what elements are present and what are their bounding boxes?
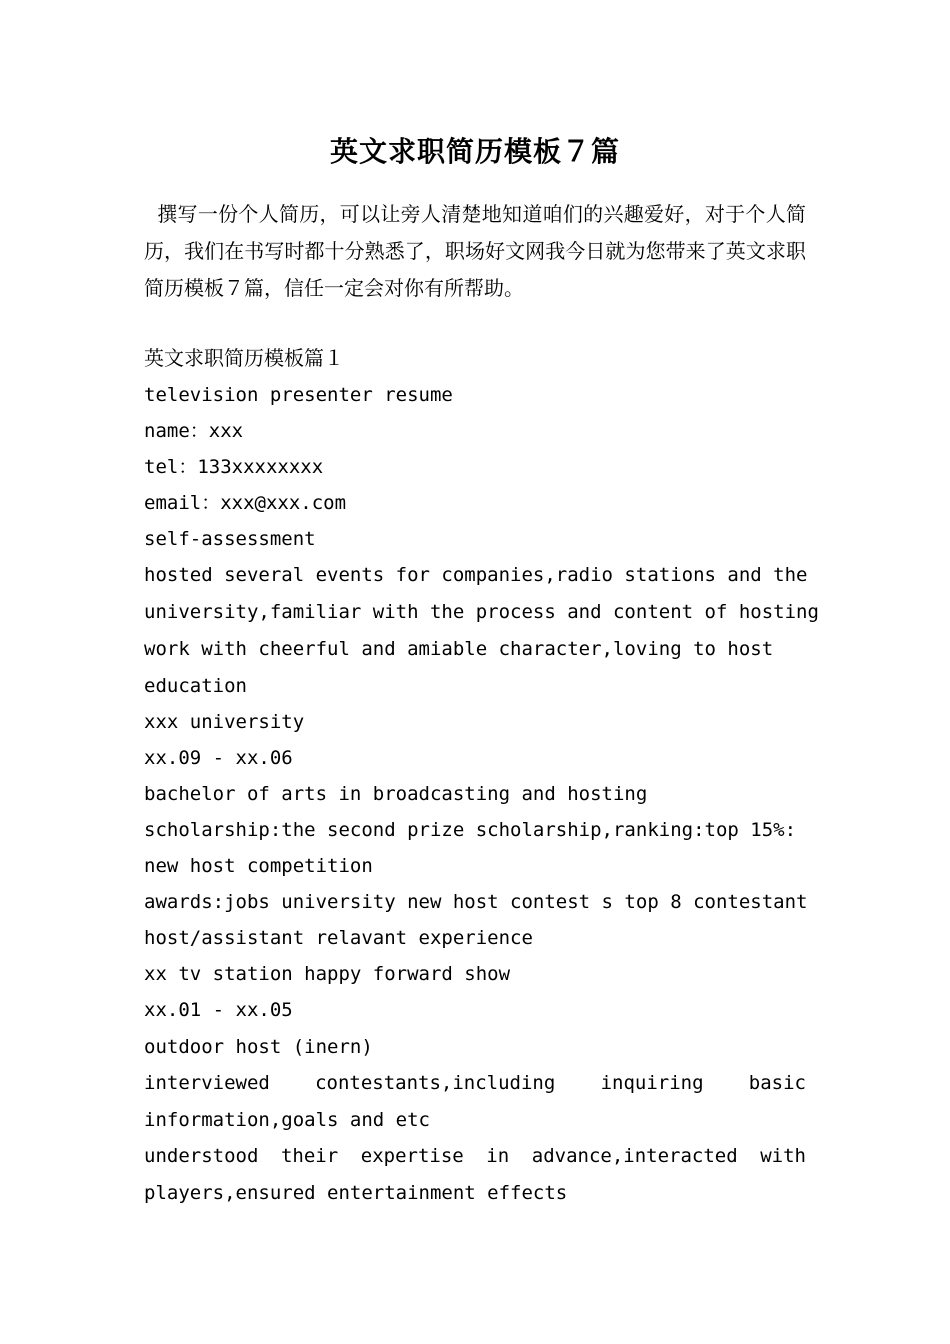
- word: contestants,including: [315, 1072, 556, 1094]
- word: with: [760, 1145, 806, 1167]
- resume-line: outdoor host (inern): [144, 1036, 373, 1058]
- resume-line: new host competition: [144, 855, 373, 877]
- resume-line: information,goals and etc: [144, 1109, 430, 1131]
- resume-line: name：xxx: [144, 420, 244, 442]
- resume-line: xx.01 - xx.05: [144, 999, 293, 1021]
- resume-line: players,ensured entertainment effects: [144, 1182, 568, 1204]
- word: advance,interacted: [531, 1145, 738, 1167]
- word: expertise: [360, 1145, 464, 1167]
- resume-line: scholarship:the second prize scholarship,ranking:top 15%:: [144, 819, 797, 841]
- justified-line-1: [144, 1065, 806, 1101]
- word: basic: [748, 1072, 806, 1094]
- word: their: [280, 1145, 339, 1167]
- word: in: [486, 1145, 510, 1167]
- resume-line: hosted several events for companies,radio stations and the: [144, 564, 808, 586]
- document-title: 英文求职简历模板７篇: [329, 135, 620, 168]
- resume-line: host/assistant relavant experience: [144, 927, 533, 949]
- resume-line: self-assessment: [144, 528, 316, 550]
- resume-line: awards:jobs university new host contest s top 8 contestant: [144, 891, 808, 913]
- resume-line: xx tv station happy forward show: [144, 963, 511, 985]
- resume-line: email：xxx@xxx.com: [144, 492, 347, 514]
- resume-line: work with cheerful and amiable character,loving to host: [144, 638, 774, 660]
- intro-paragraph: [144, 196, 806, 307]
- section-heading: 英文求职简历模板篇１: [144, 346, 344, 370]
- resume-line: xx.09 - xx.06: [144, 747, 293, 769]
- resume-line: university,familiar with the process and content of hosting: [144, 601, 819, 623]
- word: interviewed: [144, 1072, 270, 1094]
- resume-line: xxx university: [144, 711, 305, 733]
- word: understood: [144, 1145, 259, 1167]
- resume-line: television presenter resume: [144, 384, 453, 406]
- justified-line-2: [144, 1138, 806, 1174]
- resume-line: tel：133xxxxxxxx: [144, 456, 324, 478]
- resume-line: education: [144, 675, 247, 697]
- resume-line: bachelor of arts in broadcasting and hosting: [144, 783, 648, 805]
- intro-text: 撰写一份个人简历，可以让旁人清楚地知道咱们的兴趣爱好，对于个人简历，我们在书写时都十分熟悉了，职场好文网我今日就为您带来了英文求职简历模板７篇，信任一定会对你有所帮助。: [144, 202, 806, 300]
- word: inquiring: [600, 1072, 704, 1094]
